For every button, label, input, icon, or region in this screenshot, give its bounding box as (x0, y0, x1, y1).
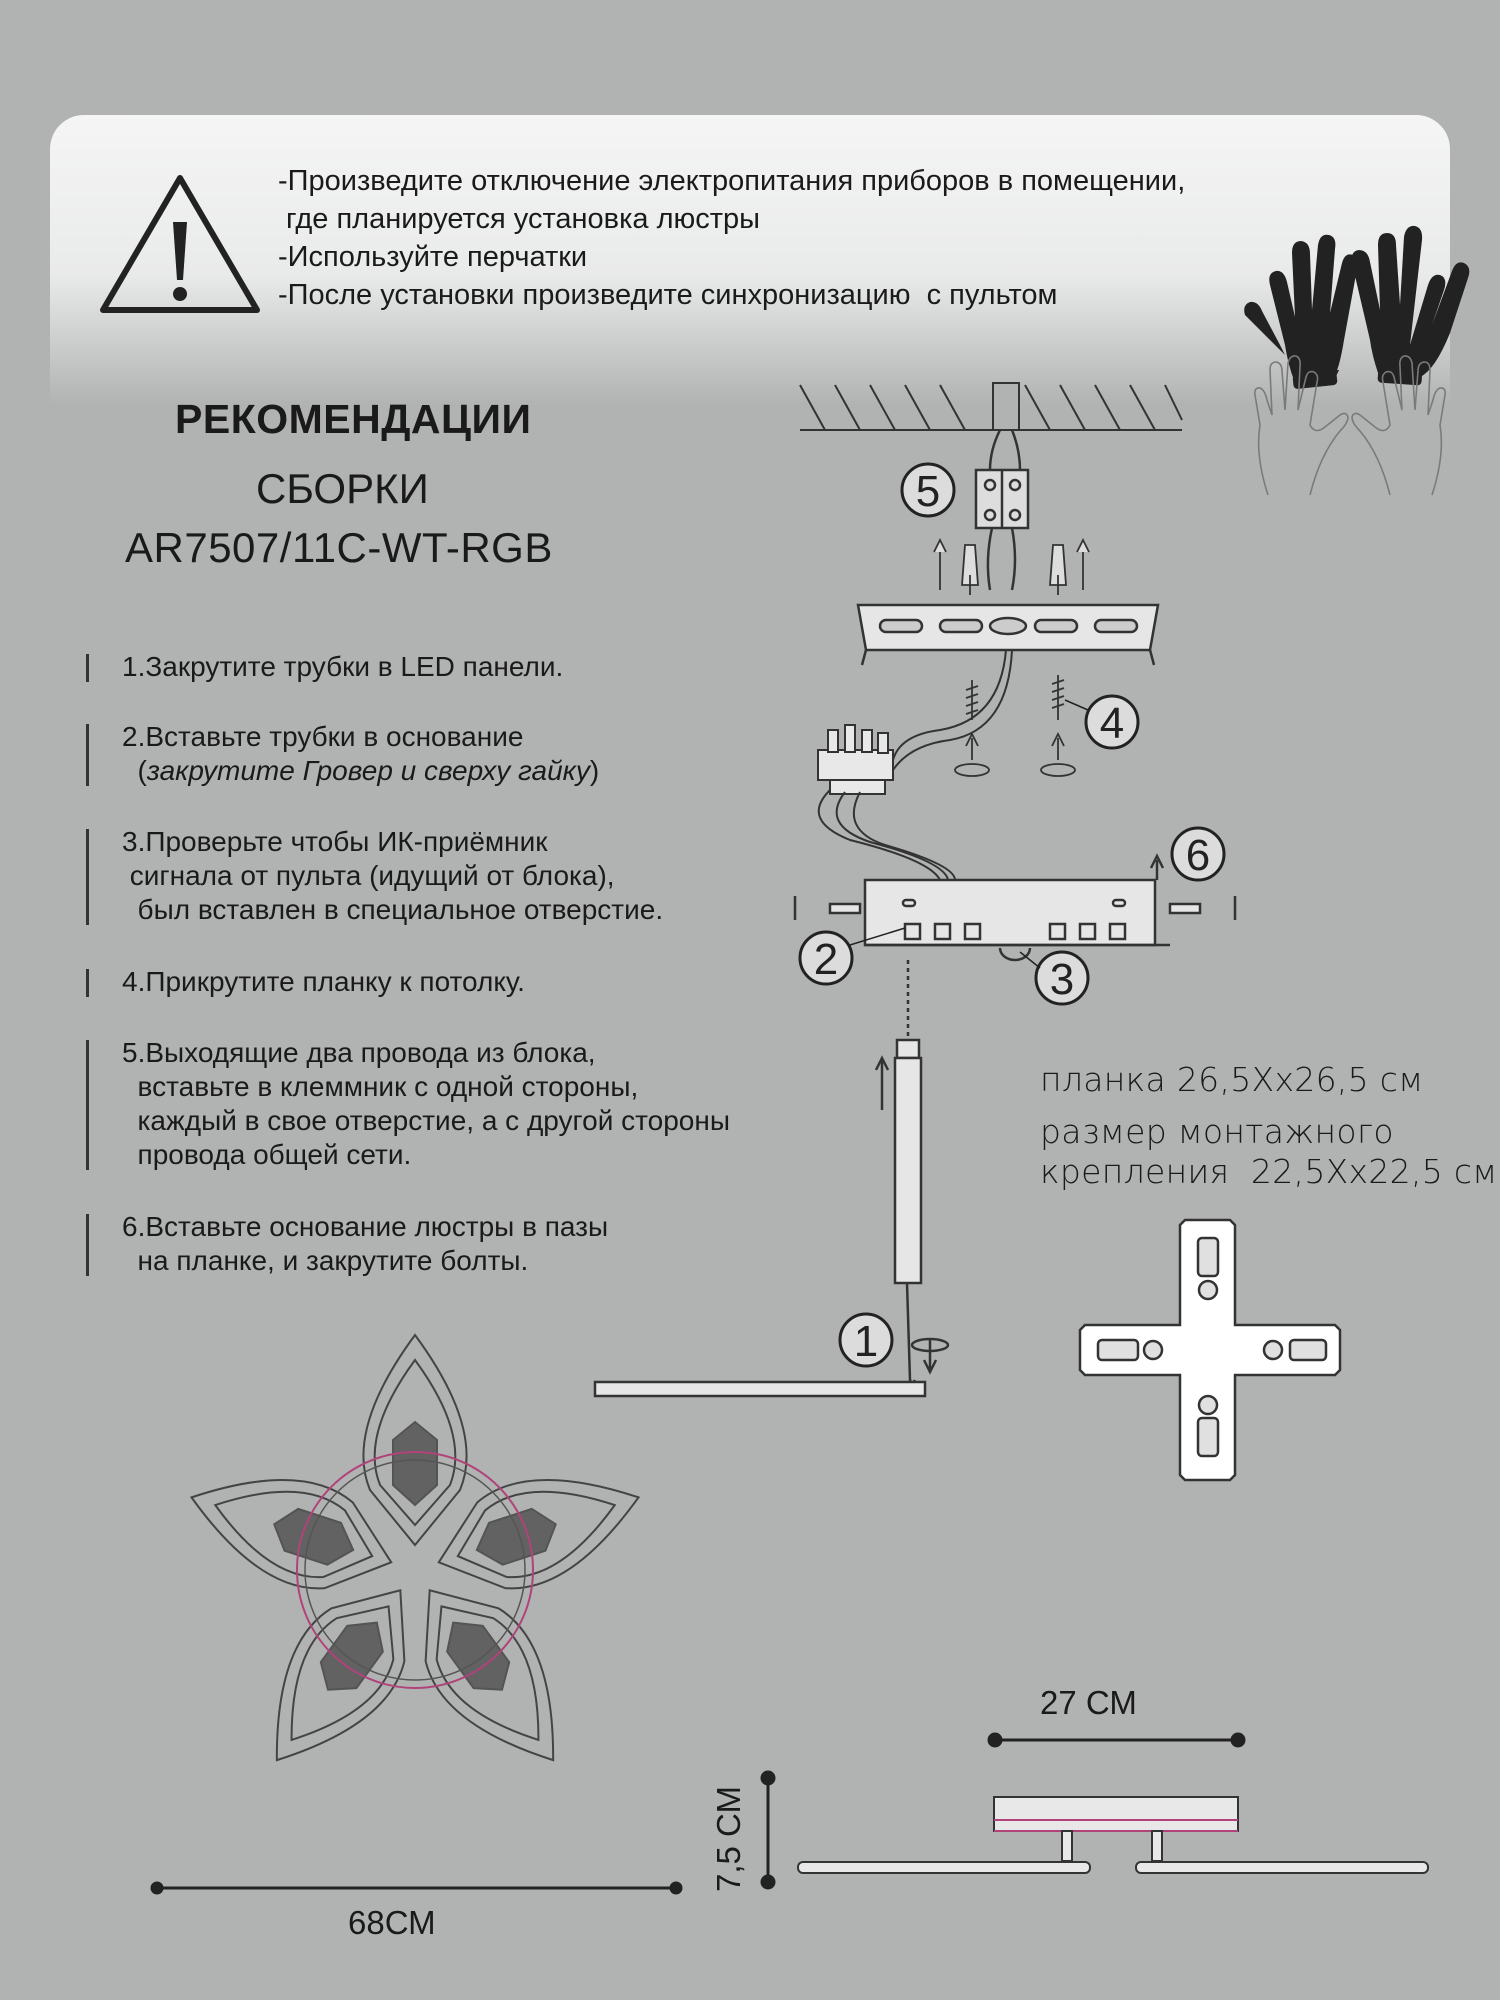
svg-text:4: 4 (1099, 699, 1125, 748)
dimension-height-label: 7,5 СМ (710, 1786, 747, 1892)
screws-and-dowels (955, 675, 1075, 776)
step-2-paren-open: ( (122, 755, 147, 786)
dimension-width-label: 68СМ (348, 1904, 436, 1941)
step-5-line-2: вставьте в клеммник с одной стороны, (122, 1071, 639, 1102)
mounting-cross-plate (1080, 1220, 1340, 1480)
callout-3 (1036, 952, 1088, 1004)
step-6-line-2: на планке, и закрутите болты. (122, 1245, 529, 1276)
callout-1 (840, 1314, 892, 1366)
step-2-paren-close: ) (589, 755, 600, 786)
spec-mount-line-1: размер монтажного (1040, 1112, 1394, 1151)
step-3-line-2: сигнала от пульта (идущий от блока), (122, 860, 615, 891)
step-2-italic-note: закрутите Гровер и сверху гайку (146, 755, 590, 786)
ceiling-hatch (800, 383, 1182, 430)
step-2-line-1: 2.Вставьте трубки в основание (122, 721, 524, 752)
warning-line-2: где планируется установка люстры (278, 203, 761, 235)
svg-text:3: 3 (1049, 955, 1075, 1004)
mains-wires (976, 430, 1028, 590)
callout-4 (1086, 696, 1138, 748)
step-5-line-4: провода общей сети. (122, 1139, 412, 1170)
step-3-line-3: был вставлен в специальное отверстие. (122, 894, 664, 925)
svg-text:6: 6 (1185, 831, 1211, 880)
step-1-line-1: 1.Закрутите трубки в LED панели. (122, 651, 564, 682)
step-5-line-1: 5.Выходящие два провода из блока, (122, 1037, 596, 1068)
svg-text:5: 5 (915, 467, 941, 516)
warning-line-3: -Используйте перчатки (278, 241, 588, 273)
spec-plank-size: планка 26,5Хх26,5 см (1040, 1060, 1424, 1099)
callout-2 (800, 932, 852, 984)
step-5-line-3: каждый в свое отверстие, а с другой стороны (122, 1105, 730, 1136)
svg-text:1: 1 (853, 1317, 879, 1366)
step-6-line-1: 6.Вставьте основание люстры в пазы (122, 1211, 609, 1242)
warning-line-4: -После установки произведите синхронизацию с пультом (278, 279, 1058, 311)
spec-mount-line-2: крепления 22,5Хх22,5 см (1040, 1152, 1498, 1191)
title-recommendations: РЕКОМЕНДАЦИИ (175, 396, 532, 442)
step-3-line-1: 3.Проверьте чтобы ИК-приёмник (122, 826, 548, 857)
callout-6 (1172, 828, 1224, 880)
driver-base (795, 856, 1235, 960)
step-4-line-1: 4.Прикрутите планку к потолку. (122, 966, 525, 997)
led-tube (595, 960, 948, 1396)
mounting-plank (858, 605, 1158, 665)
warning-line-1: -Произведите отключение электропитания приборов в помещении, (278, 165, 1186, 197)
dimension-base-label: 27 СМ (1040, 1684, 1137, 1721)
svg-text:2: 2 (813, 935, 839, 984)
callout-5 (902, 464, 954, 516)
chandelier-top-view (176, 1335, 655, 1790)
chandelier-side-view (798, 1797, 1428, 1873)
model-number: AR7507/11C-WT-RGB (125, 524, 553, 571)
title-assembly: СБОРКИ (256, 465, 429, 512)
